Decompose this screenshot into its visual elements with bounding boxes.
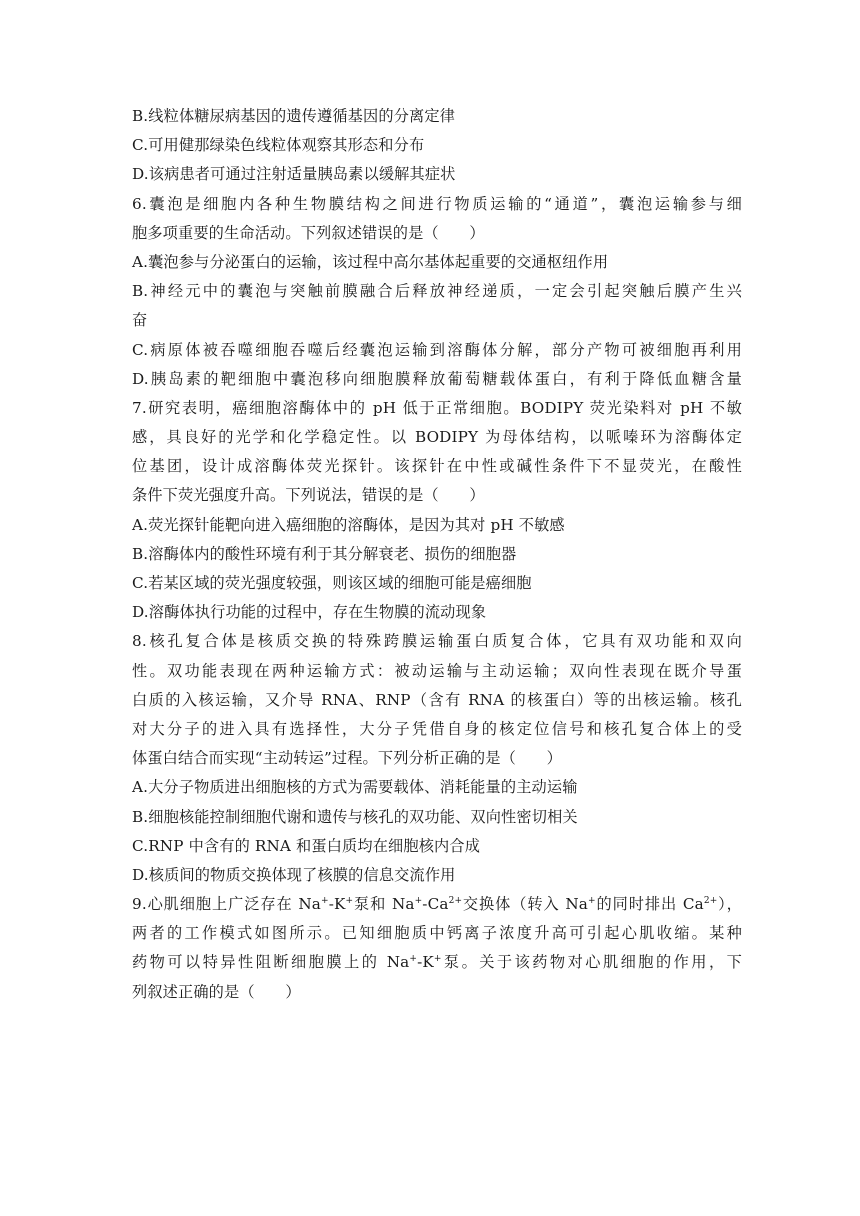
text-line: B.溶酶体内的酸性环境有利于其分解衰老、损伤的细胞器 <box>132 544 517 563</box>
text-line: D.溶酶体执行功能的过程中，存在生物膜的流动现象 <box>132 603 487 622</box>
text-line: 体蛋白结合而实现“主动转运”过程。下列分析正确的是（ ） <box>132 749 562 768</box>
text-line: 对大分子的进入具有选择性，大分子凭借自身的核定位信号和核孔复合体上的受 <box>132 719 742 738</box>
text-line: 性。双功能表现在两种运输方式：被动运输与主动运输；双向性表现在既介导蛋 <box>132 661 742 680</box>
question-9-line-1: 9.心肌细胞上广泛存在 Na+-K+泵和 $Na^+-Ca^{2+}$交换体（转入 Na+的同时排出 $Ca^{2+}$）， <box>132 895 743 914</box>
text-line: C.可用健那绿染色线粒体观察其形态和分布 <box>132 136 425 155</box>
text-line: 8.核孔复合体是核质交换的特殊跨膜运输蛋白质复合体，它具有双功能和双向 <box>132 632 742 651</box>
text-line: D.胰岛素的靶细胞中囊泡移向细胞膜释放葡萄糖载体蛋白，有利于降低血糖含量 <box>132 369 742 388</box>
document-page <box>132 102 742 1007</box>
text-line: 胞多项重要的生命活动。下列叙述错误的是（ ） <box>132 223 485 242</box>
text-line: D.该病患者可通过注射适量胰岛素以缓解其症状 <box>132 165 456 184</box>
text-line: 感，具良好的光学和化学稳定性。以 BODIPY 为母体结构，以哌嗪环为溶酶体定 <box>132 428 742 447</box>
text-line: C.若某区域的荧光强度较强，则该区域的细胞可能是癌细胞 <box>132 574 532 592</box>
text-line: B.神经元中的囊泡与突触前膜融合后释放神经递质，一定会引起突触后膜产生兴 <box>132 282 742 301</box>
text-line: 7.研究表明，癌细胞溶酶体中的 pH 低于正常细胞。BODIPY 荧光染料对 pH 不敏 <box>132 398 742 417</box>
text-line: D.核质间的物质交换体现了核膜的信息交流作用 <box>132 865 456 884</box>
text-line: A.囊泡参与分泌蛋白的运输，该过程中高尔基体起重要的交通枢纽作用 <box>132 252 609 271</box>
text-line: C.病原体被吞噬细胞吞噬后经囊泡运输到溶酶体分解，部分产物可被细胞再利用 <box>132 340 742 359</box>
text-line: 位基团，设计成溶酶体荧光探针。该探针在中性或碱性条件下不显荧光，在酸性 <box>132 457 742 476</box>
text-line: 6.囊泡是细胞内各种生物膜结构之间进行物质运输的“通道”，囊泡运输参与细 <box>132 194 742 213</box>
text-line: B.线粒体糖尿病基因的遗传遵循基因的分离定律 <box>132 107 456 125</box>
text-line: 奋 <box>132 311 148 330</box>
question-9-line-2: 两者的工作模式如图所示。已知细胞质中钙离子浓度升高可引起心肌收缩。某种 <box>132 924 742 943</box>
text-line: B.细胞核能控制细胞代谢和遗传与核孔的双功能、双向性密切相关 <box>132 807 578 826</box>
text-line: 白质的入核运输，又介导 RNA、RNP（含有 RNA 的核蛋白）等的出核运输。核孔 <box>132 690 742 709</box>
text-line: 条件下荧光强度升高。下列说法，错误的是（ ） <box>132 486 485 505</box>
question-9-line-4: 列叙述正确的是（ ） <box>132 982 301 1001</box>
text-line: C.RNP 中含有的 RNA 和蛋白质均在细胞核内合成 <box>132 836 481 855</box>
question-text-block <box>132 102 742 890</box>
question-9-line-3: 药物可以特异性阻断细胞膜上的 Na+-K+泵。关于该药物对心肌细胞的作用，下 <box>132 953 742 972</box>
text-line: A.大分子物质进出细胞核的方式为需要载体、消耗能量的主动运输 <box>132 778 578 797</box>
text-line: A.荧光探针能靶向进入癌细胞的溶酶体，是因为其对 pH 不敏感 <box>132 515 565 534</box>
